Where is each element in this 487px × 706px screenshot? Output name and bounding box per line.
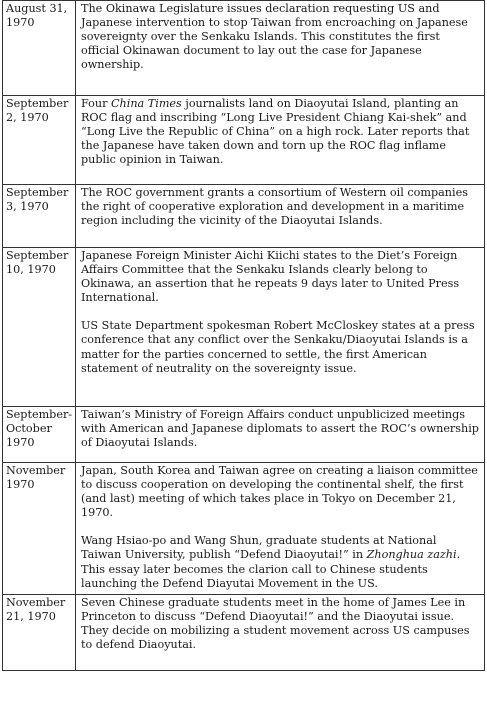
table-row <box>3 248 485 407</box>
event-paragraph <box>81 186 480 228</box>
description-cell <box>76 248 485 407</box>
date-cell: November 1970 <box>3 463 76 595</box>
text-segment: Japanese Foreign Minister Aichi Kiichi states to the Diet’s Foreign Affairs Committee that the Senkaku Islands clearly belong to Okinawa, an assertion that he repeats 9 days later to United Press International. <box>81 249 460 305</box>
event-paragraph <box>81 464 480 520</box>
table-row <box>3 407 485 463</box>
text-segment: Four <box>81 97 111 110</box>
table-row <box>3 96 485 185</box>
text-segment: US State Department spokesman Robert McCloskey states at a press conference that any conflict over the Senkaku/Diaoyutai Islands is a matter for the parties concerned to settle, the first American statement of neutrality on the sovereignty issue. <box>81 319 475 375</box>
event-paragraph <box>81 408 480 450</box>
date-cell: August 31, 1970 <box>3 1 76 96</box>
timeline-body <box>3 1 485 671</box>
date-cell: September-October 1970 <box>3 407 76 463</box>
event-paragraph <box>81 2 480 72</box>
timeline-table <box>2 0 485 671</box>
table-row <box>3 463 485 595</box>
event-paragraph <box>81 534 480 590</box>
description-cell <box>76 1 485 96</box>
text-segment: The Okinawa Legislature issues declaration requesting US and Japanese intervention to stop Taiwan from encroaching on Japanese sovereignty over the Senkaku Islands. This constitutes the first official Okinawan document to lay out the case for Japanese ownership. <box>81 2 468 72</box>
description-cell <box>76 594 485 670</box>
date-cell: September 3, 1970 <box>3 185 76 248</box>
table-row <box>3 185 485 248</box>
description-cell <box>76 185 485 248</box>
text-segment: Japan, South Korea and Taiwan agree on creating a liaison committee to discuss cooperation on developing the continental shelf, the first (and last) meeting of which takes place in Tokyo on December 21, 1970. <box>81 464 478 520</box>
italic-title: Zhonghua zazhi <box>366 548 457 562</box>
description-cell <box>76 463 485 595</box>
date-cell: November 21, 1970 <box>3 594 76 670</box>
table-row <box>3 594 485 670</box>
text-segment: . This essay later becomes the clarion call to Chinese students launching the Defend Diayutai Movement in the US. <box>81 548 461 590</box>
date-cell: September 2, 1970 <box>3 96 76 185</box>
text-segment: Seven Chinese graduate students meet in the home of James Lee in Princeton to discuss “Defend Diaoyutai!” and the Diaoyutai issue. They decide on mobilizing a student movement across US campuses to defend Diaoyutai. <box>81 595 470 652</box>
description-cell <box>76 407 485 463</box>
event-paragraph <box>81 596 480 652</box>
text-segment: The ROC government grants a consortium of Western oil companies the right of cooperative exploration and development in a maritime region including the vicinity of the Diaoyutai Islands. <box>81 186 468 228</box>
description-cell <box>76 96 485 185</box>
event-paragraph <box>81 97 480 167</box>
table-row <box>3 1 485 96</box>
date-cell: September 10, 1970 <box>3 248 76 407</box>
text-segment: Wang Hsiao-po and Wang Shun, graduate students at National Taiwan University, publish “Defend Diaoyutai!” in <box>81 534 437 562</box>
italic-title: China Times <box>111 97 182 110</box>
event-paragraph <box>81 319 480 375</box>
text-segment: Taiwan’s Ministry of Foreign Affairs conduct unpublicized meetings with American and Japanese diplomats to assert the ROC’s ownership of Diaoyutai Islands. <box>81 408 479 450</box>
text-segment: journalists land on Diaoyutai Island, planting an ROC flag and inscribing “Long Live President Chiang Kai-shek” and “Long Live the Republic of China” on a high rock. Later reports that the Japanese have taken down and torn up the ROC flag inflame public opinion in Taiwan. <box>81 97 470 167</box>
event-paragraph <box>81 249 480 305</box>
